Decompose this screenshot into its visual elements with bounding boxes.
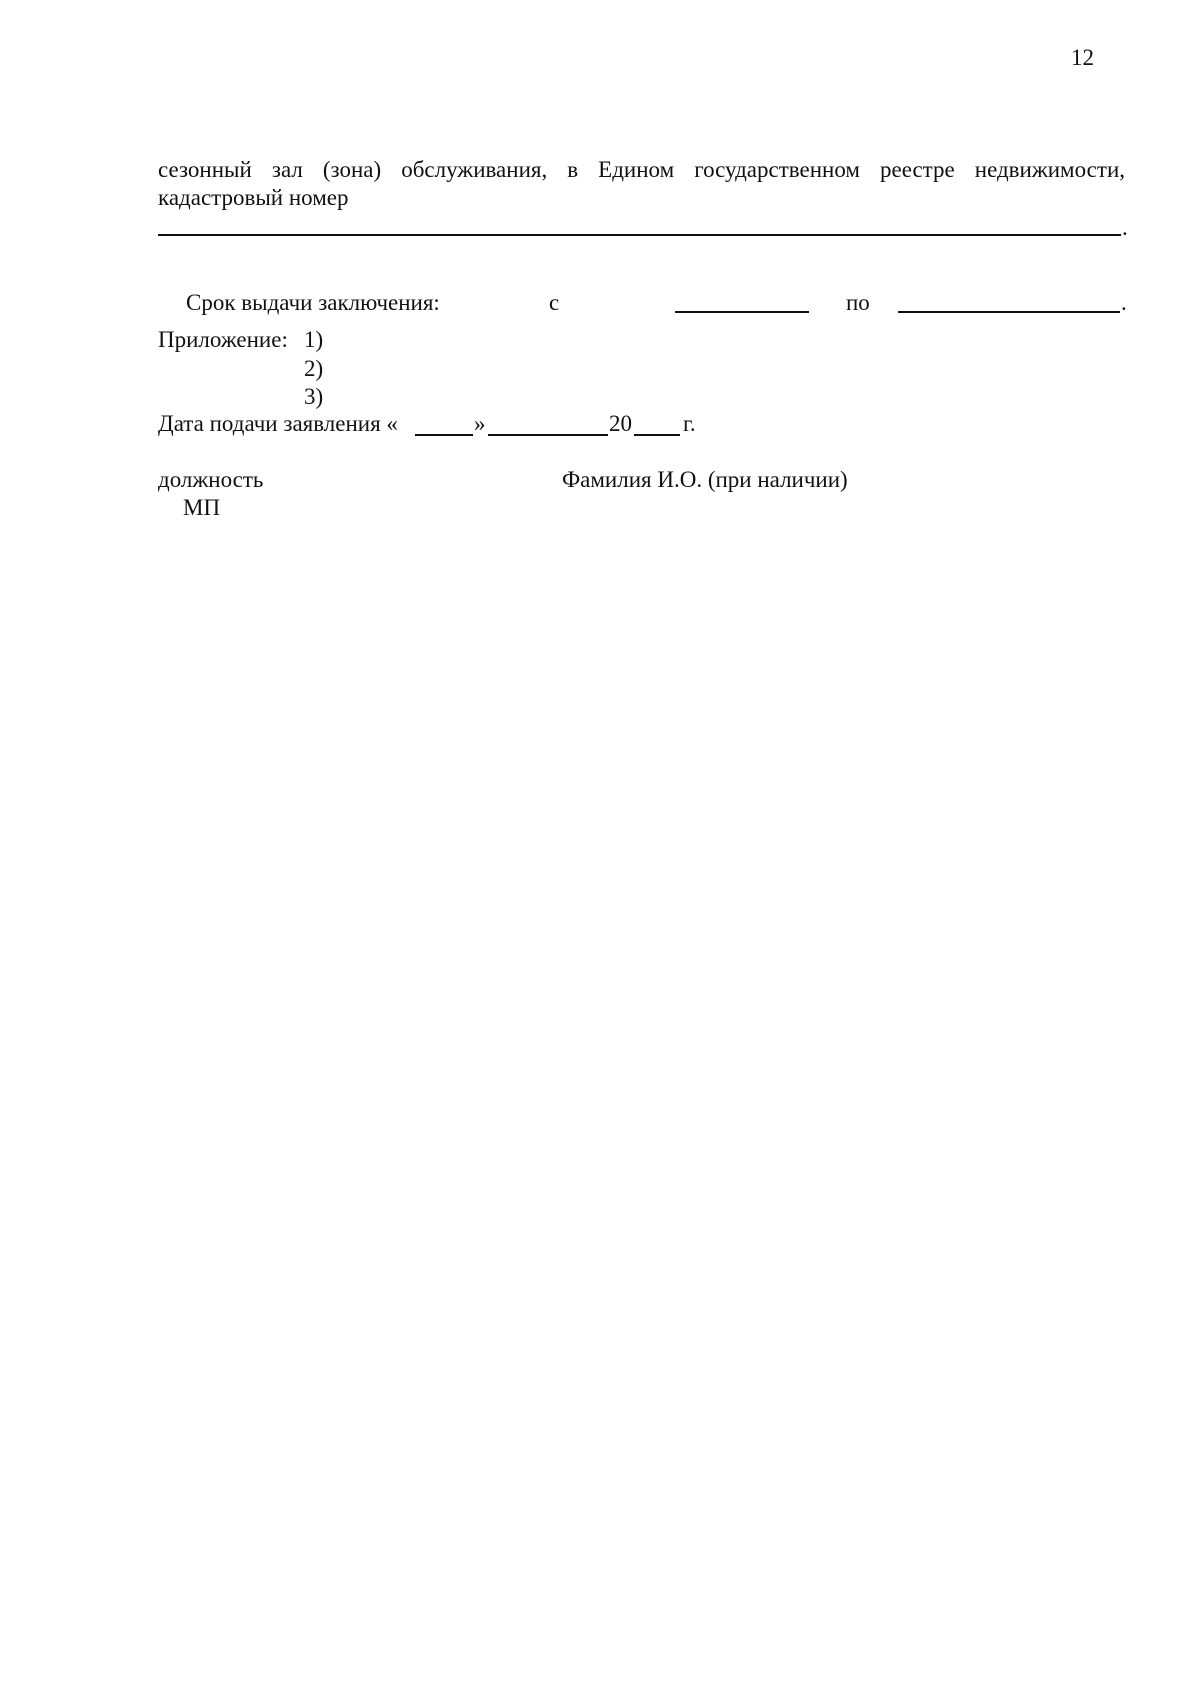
attachments-label: Приложение: xyxy=(158,327,288,352)
period-from-field[interactable] xyxy=(675,311,809,313)
application-date-label: Дата подачи заявления « xyxy=(158,411,398,436)
application-year-field[interactable] xyxy=(634,434,680,436)
seal-placeholder: МП xyxy=(183,495,221,520)
application-year-prefix: 20 xyxy=(609,411,632,436)
period-to-field[interactable] xyxy=(898,311,1120,313)
cadastral-line-period: . xyxy=(1122,215,1128,240)
paragraph-line-1: сезонный зал (зона) обслуживания, в Едином государственном реестре недвижимости, xyxy=(158,157,1125,182)
property-paragraph xyxy=(158,156,1125,212)
page-number: 12 xyxy=(1071,45,1094,70)
paragraph-line-2: кадастровый номер xyxy=(158,185,349,210)
cadastral-number-field[interactable] xyxy=(158,234,1121,236)
application-day-field[interactable] xyxy=(415,434,473,436)
application-date-close-quote: » xyxy=(474,411,486,436)
attachment-item-3: 3) xyxy=(304,384,324,409)
attachment-item-2: 2) xyxy=(304,356,324,381)
period-from-label: с xyxy=(549,290,560,315)
application-month-field[interactable] xyxy=(488,434,608,436)
application-year-suffix: г. xyxy=(683,411,696,436)
period-line-period: . xyxy=(1121,290,1127,315)
signature-name: Фамилия И.О. (при наличии) xyxy=(562,467,848,492)
period-label: Срок выдачи заключения: xyxy=(186,290,440,315)
period-to-label: по xyxy=(846,290,870,315)
attachment-item-1: 1) xyxy=(304,327,324,352)
signature-position: должность xyxy=(158,467,264,492)
